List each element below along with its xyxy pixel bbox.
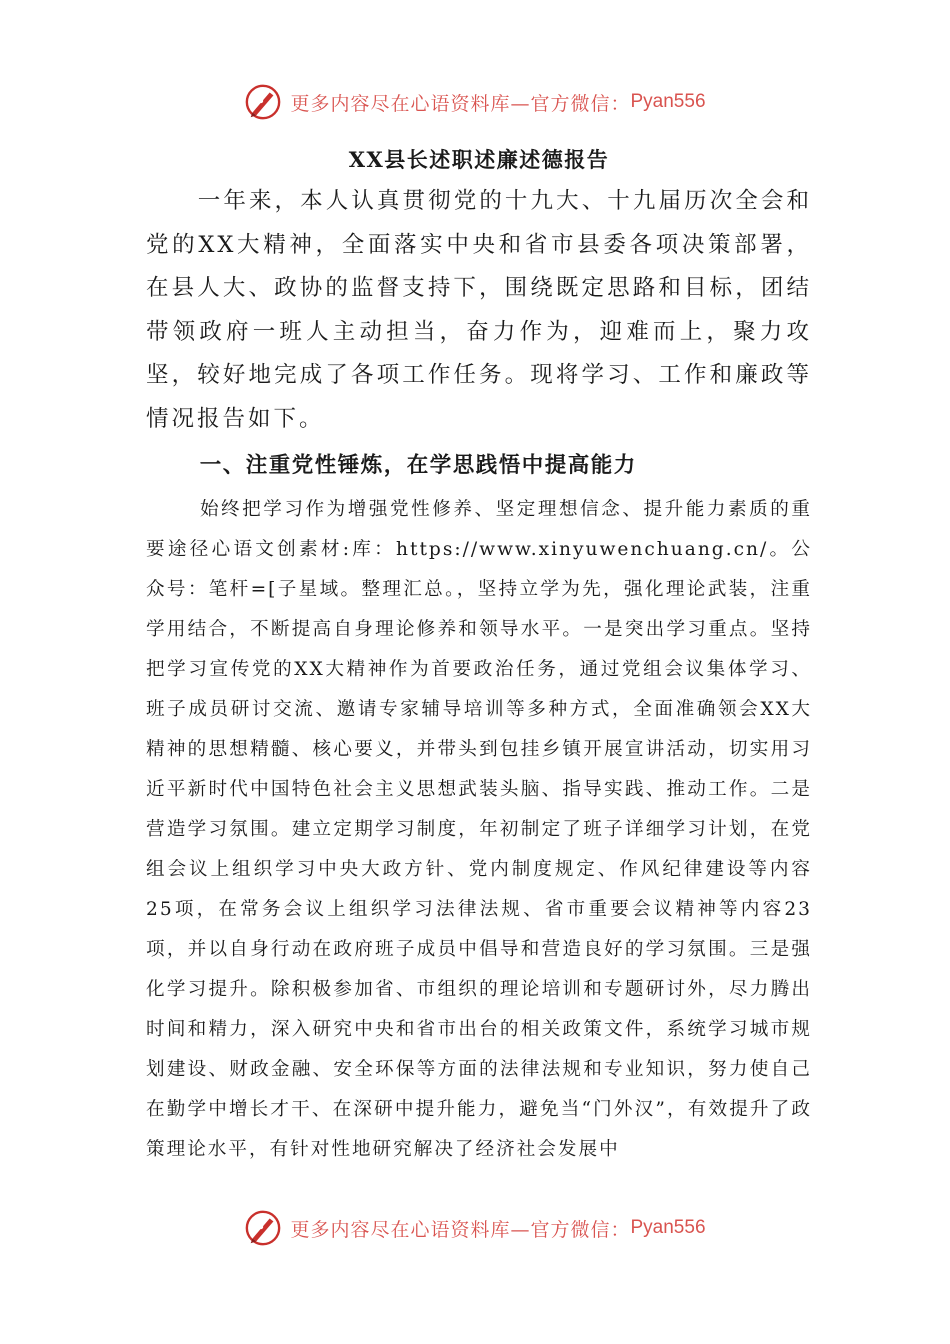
watermark-banner-top [0,80,950,124]
pen-logo-icon [244,83,282,121]
watermark-banner-bottom [0,1206,950,1250]
watermark-text: 更多内容尽在心语资料库—官方微信： [290,1218,631,1241]
watermark-handle: Pyan556 [630,91,706,112]
watermark-text: 更多内容尽在心语资料库—官方微信： [290,92,631,115]
pen-logo-icon [244,1209,282,1247]
intro-paragraph: 一年来，本人认真贯彻党的十九大、十九届历次全会和党的XX大精神，全面落实中央和省市县委各项决策部署，在县人大、政协的监督支持下，围绕既定思路和目标，团结带领政府一班人主动担当，奋力作为，迎难而上，聚力攻坚，较好地完成了各项工作任务。现将学习、工作和廉政等情况报告如下。 [146,188,812,432]
section-heading: 一、注重党性锤炼，在学思践悟中提高能力 [199,452,637,478]
watermark-handle: Pyan556 [630,1217,706,1238]
document-body [146,140,812,1170]
document-title: XX县长述职述廉述德报告 [348,147,610,172]
section-body-paragraph: 始终把学习作为增强党性修养、坚定理想信念、提升能力素质的重要途径心语文创素材:库：https://www.xinyuwenchuang.cn/。公众号：笔杆=[子星域。整理汇总。，坚持立学为先，强化理论武装，注重学用结合，不断提高自身理论修养和领导水平。一是突出学习重点。坚持把学习宣传党的XX大精神作为首要政治任务，通过党组会议集体学习、班子成员研讨交流、邀请专家辅导培训等多种方式，全面准确领会XX大精神的思想精髓、核心要义，并带头到包挂乡镇开展宣讲活动，切实用习近平新时代中国特色社会主义思想武装头脑、指导实践、推动工作。二是营造学习氛围。建立定期学习制度，年初制定了班子详细学习计划，在党组会议上组织学习中央大政方针、党内制度规定、作风纪律建设等内容25项，在常务会议上组织学习法律法规、省市重要会议精神等内容23项，并以自身行动在政府班子成员中倡导和营造良好的学习氛围。三是强化学习提升。除积极参加省、市组织的理论培训和专题研讨外，尽力腾出时间和精力，深入研究中央和省市出台的相关政策文件，系统学习城市规划建设、财政金融、安全环保等方面的法律法规和专业知识，努力使自己在勤学中增长才干、在深研中提升能力，避免当“门外汉”，有效提升了政策理论水平，有针对性地研究解决了经济社会发展中 [146,498,812,1160]
